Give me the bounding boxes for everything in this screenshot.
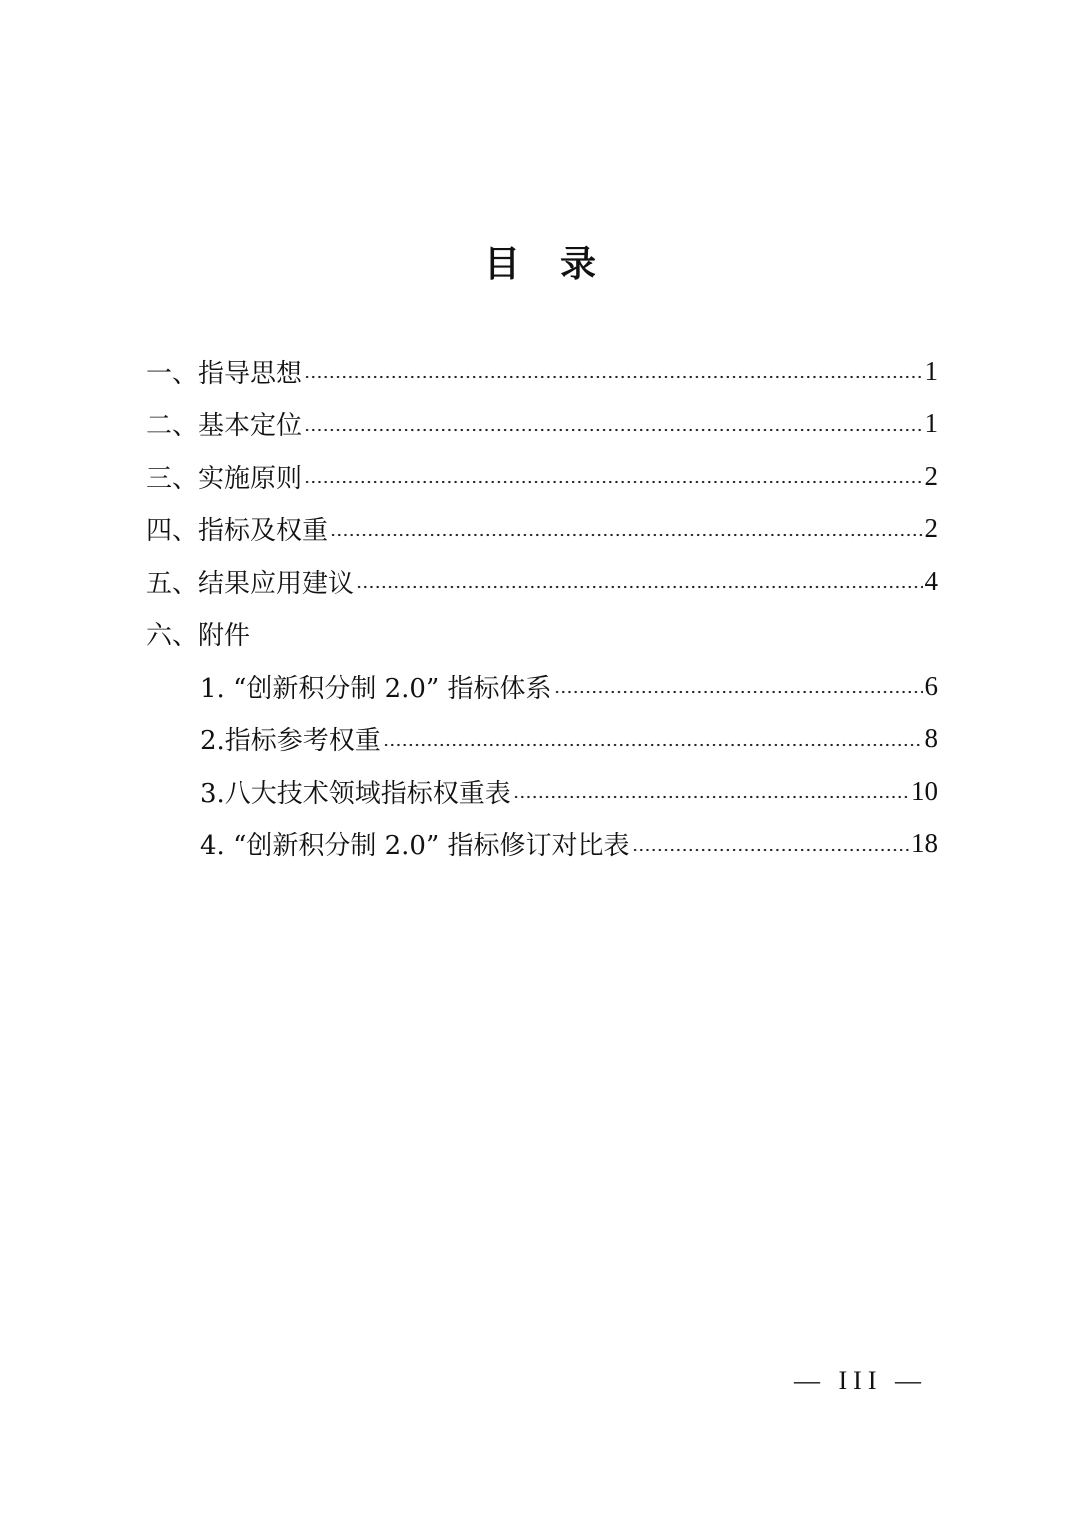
toc-subentry[interactable]	[146, 713, 938, 766]
table-of-contents	[146, 345, 938, 870]
toc-entry-page: 2	[924, 513, 938, 544]
page-number: — III —	[794, 1366, 927, 1395]
toc-subentry[interactable]	[146, 660, 938, 713]
toc-entry-page: 6	[924, 670, 938, 701]
toc-entry-label: 五、结果应用建议	[146, 568, 355, 599]
dot-leader	[330, 522, 922, 548]
toc-entry-label: 2.指标参考权重	[200, 726, 381, 757]
dot-leader	[356, 574, 922, 600]
toc-entry-page: 10	[911, 775, 938, 806]
toc-entry[interactable]	[146, 555, 938, 608]
dot-leader	[304, 364, 922, 390]
toc-entry-label: 一、指导思想	[146, 358, 303, 389]
toc-subentry[interactable]	[146, 765, 938, 818]
toc-entry-label: 二、基本定位	[146, 411, 303, 442]
toc-section-heading[interactable]	[146, 608, 938, 661]
dot-leader	[554, 679, 923, 705]
dot-leader	[304, 417, 922, 443]
dot-leader	[304, 469, 922, 495]
toc-entry-page: 4	[924, 565, 938, 596]
toc-entry-label: 四、指标及权重	[146, 516, 329, 547]
toc-entry-label: 六、附件	[146, 621, 251, 652]
toc-entry-page: 1	[924, 408, 938, 439]
toc-entry-page: 8	[924, 723, 938, 754]
toc-entry-label: 三、实施原则	[146, 463, 303, 494]
toc-subentry[interactable]	[146, 818, 938, 871]
toc-entry-label: 1. “创新积分制 2.0” 指标体系	[200, 673, 552, 704]
toc-entry[interactable]	[146, 345, 938, 398]
page-title: 目录	[483, 244, 636, 285]
toc-entry[interactable]	[146, 450, 938, 503]
dot-leader	[632, 837, 909, 863]
toc-entry-label: 4. “创新积分制 2.0” 指标修订对比表	[200, 831, 630, 862]
toc-entry-label: 3.八大技术领域指标权重表	[200, 778, 511, 809]
toc-entry-page: 2	[924, 460, 938, 491]
dot-leader	[513, 784, 909, 810]
toc-entry[interactable]	[146, 398, 938, 451]
toc-entry-page: 18	[911, 828, 938, 859]
toc-entry-page: 1	[924, 355, 938, 386]
toc-entry[interactable]	[146, 503, 938, 556]
dot-leader	[383, 732, 923, 758]
